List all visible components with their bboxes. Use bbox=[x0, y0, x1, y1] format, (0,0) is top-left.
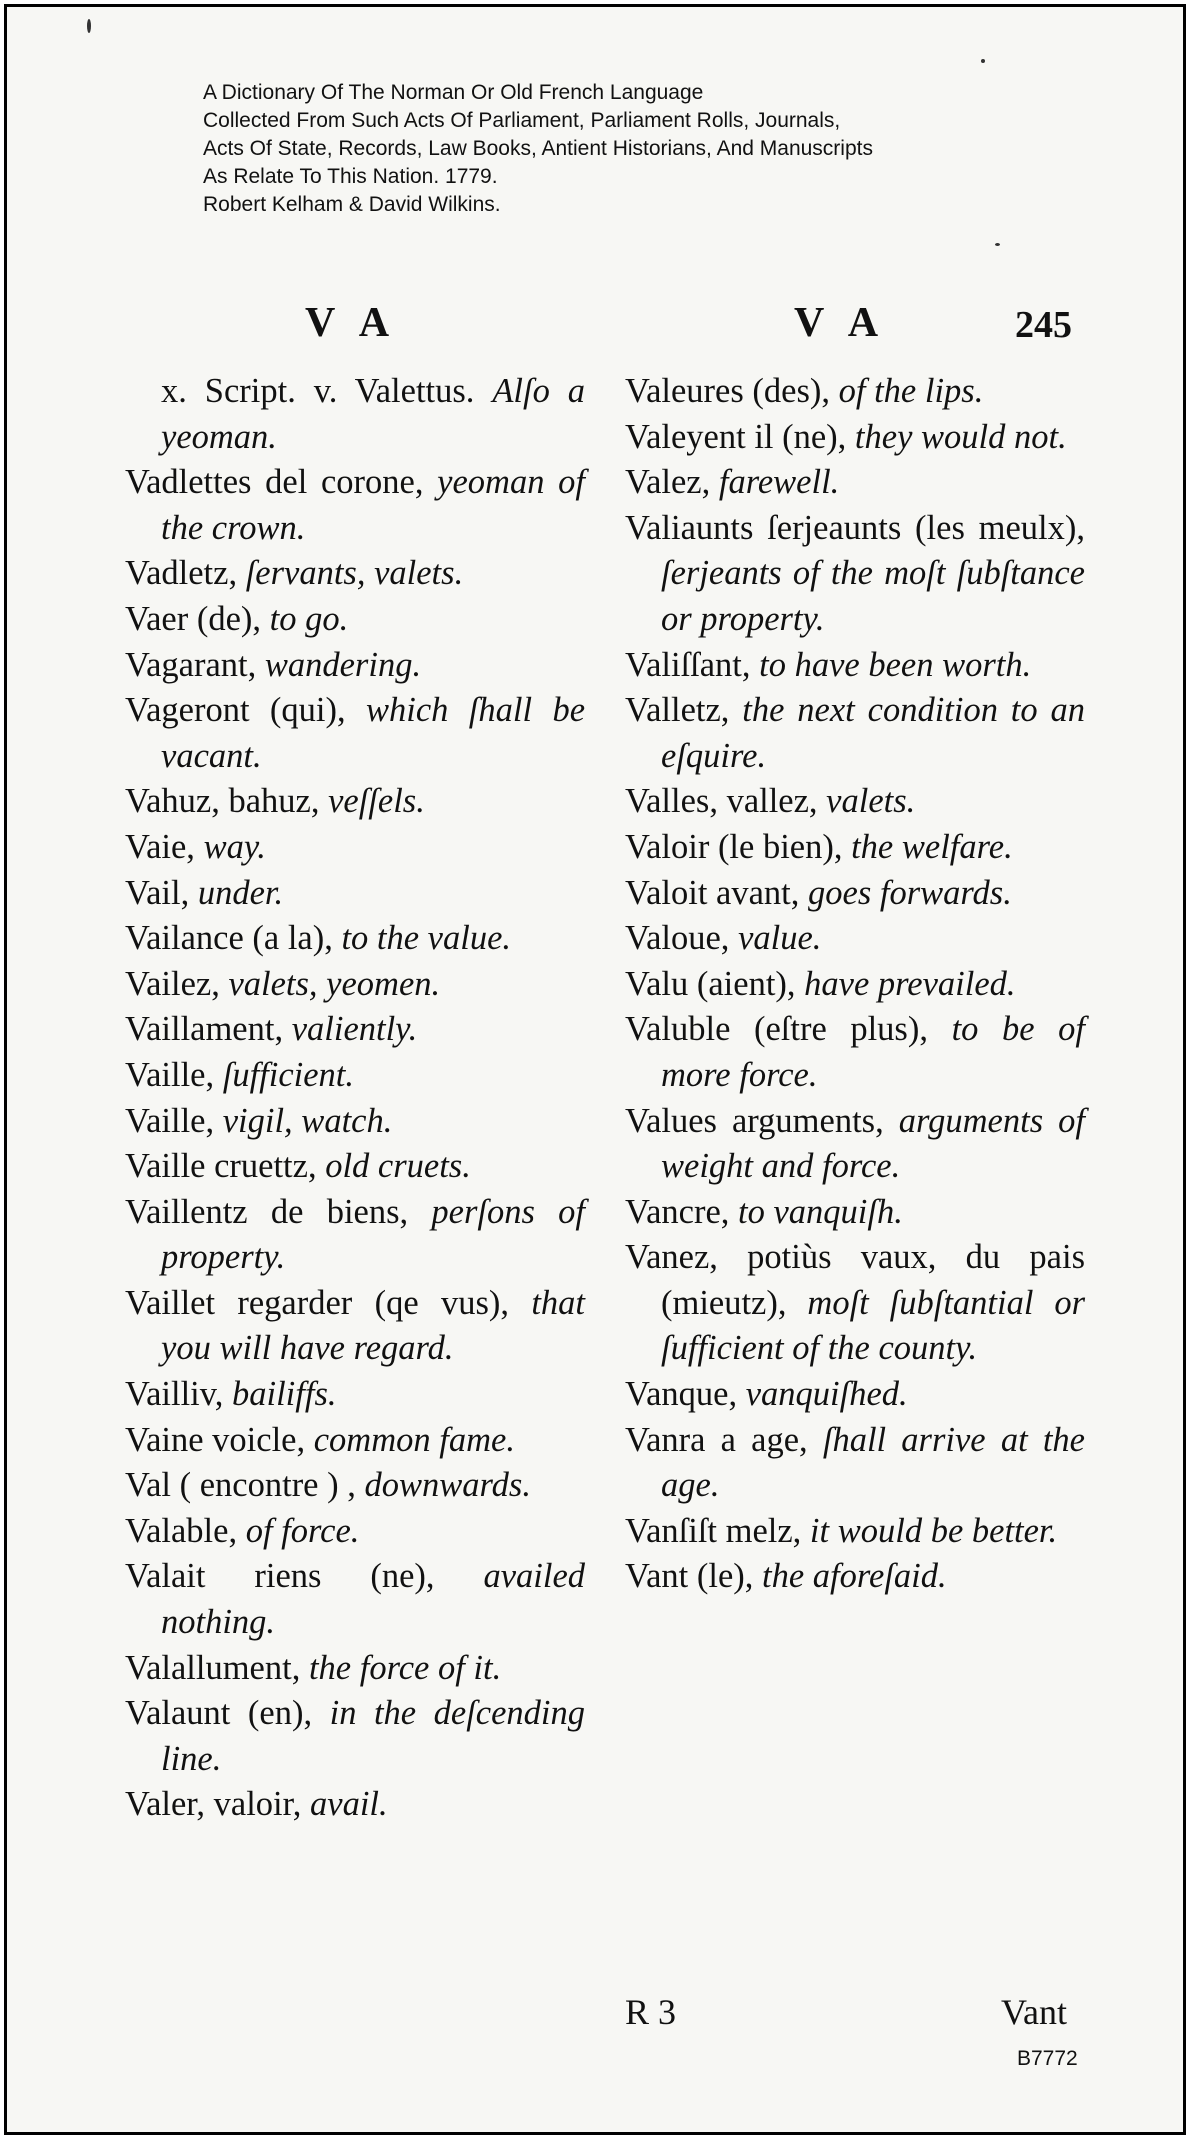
entry-definition: value. bbox=[738, 919, 822, 958]
dictionary-entry bbox=[125, 1509, 585, 1555]
entry-definition: valiently. bbox=[291, 1010, 418, 1049]
print-speck bbox=[87, 19, 91, 33]
entry-definition: wandering. bbox=[264, 645, 422, 684]
plate-id: B7772 bbox=[1017, 2047, 1078, 2070]
dictionary-entry bbox=[125, 1782, 585, 1828]
dictionary-entry bbox=[125, 597, 585, 643]
entry-term: Vancre, bbox=[625, 1192, 730, 1231]
right-column bbox=[625, 369, 1085, 1600]
entry-term: Vaillentz de biens, bbox=[125, 1192, 409, 1231]
dictionary-entry bbox=[125, 825, 585, 871]
entry-term: Vanra a age, bbox=[625, 1420, 808, 1459]
entry-term: Vanez, potiùs vaux, du pais (mieutz), bbox=[625, 1238, 1085, 1322]
caption-line: Collected From Such Acts Of Parliament, Parliament Rolls, Journals, bbox=[203, 109, 841, 132]
entry-definition: the next condition to an eſquire. bbox=[661, 691, 1086, 775]
entry-term: Valles, vallez, bbox=[625, 782, 818, 821]
entry-term: Valoit avant, bbox=[625, 873, 800, 912]
dictionary-entry bbox=[125, 779, 585, 825]
dictionary-entry bbox=[125, 1099, 585, 1145]
entry-definition: to the value. bbox=[341, 919, 512, 958]
entry-definition: in the deſcending line. bbox=[161, 1694, 585, 1778]
entry-term: Vailance (a la), bbox=[125, 919, 333, 958]
entry-term: Vant (le), bbox=[625, 1557, 754, 1596]
entry-term: Valiſſant, bbox=[625, 645, 751, 684]
entry-term: Vaille, bbox=[125, 1101, 215, 1140]
entry-definition: bailiffs. bbox=[232, 1375, 337, 1414]
entry-term: Vaille, bbox=[125, 1055, 215, 1094]
dictionary-entry bbox=[625, 825, 1085, 871]
dictionary-entry bbox=[625, 1190, 1085, 1236]
dictionary-entry bbox=[625, 779, 1085, 825]
entry-definition: the welfare. bbox=[851, 827, 1013, 866]
running-head-right: V A bbox=[794, 300, 887, 346]
dictionary-entry bbox=[125, 1463, 585, 1509]
dictionary-entry bbox=[625, 1554, 1085, 1600]
dictionary-entry bbox=[125, 369, 585, 460]
dictionary-entry bbox=[125, 1646, 585, 1692]
entry-term: Values arguments, bbox=[625, 1101, 884, 1140]
entry-definition: moſt ſubſtantial or ſufficient of the county. bbox=[661, 1283, 1086, 1368]
page-frame bbox=[4, 4, 1186, 2135]
entry-definition: ſerjeants of the moſt ſubſtance or property. bbox=[661, 554, 1085, 638]
dictionary-entry bbox=[625, 688, 1085, 779]
dictionary-entry bbox=[625, 643, 1085, 689]
dictionary-entry bbox=[625, 1509, 1085, 1555]
entry-definition: to vanquiſh. bbox=[738, 1192, 903, 1231]
entry-definition: common fame. bbox=[313, 1420, 515, 1459]
entry-definition: arguments of weight and force. bbox=[661, 1101, 1085, 1186]
entry-term: Vaine voicle, bbox=[125, 1420, 306, 1459]
entry-definition: downwards. bbox=[364, 1466, 531, 1505]
entry-term: Valuble (eſtre plus), bbox=[625, 1010, 928, 1049]
entry-term: Vahuz, bahuz, bbox=[125, 782, 320, 821]
dictionary-entry bbox=[125, 962, 585, 1008]
entry-term: Vadletz, bbox=[125, 554, 238, 593]
entry-term: Valiaunts ſerjeaunts (les meulx), bbox=[625, 508, 1085, 547]
entry-definition: have prevailed. bbox=[804, 964, 1016, 1003]
left-column bbox=[125, 369, 585, 1828]
dictionary-entry bbox=[625, 1007, 1085, 1098]
entry-term: Val ( encontre ) , bbox=[125, 1466, 356, 1505]
entry-definition: the force of it. bbox=[308, 1648, 502, 1687]
dictionary-entry bbox=[125, 551, 585, 597]
dictionary-entry bbox=[625, 506, 1085, 643]
dictionary-entry bbox=[625, 871, 1085, 917]
dictionary-entry bbox=[625, 1372, 1085, 1418]
dictionary-entry bbox=[625, 962, 1085, 1008]
dictionary-entry bbox=[625, 369, 1085, 415]
entry-definition: to go. bbox=[269, 599, 349, 638]
entry-term: Vaillet regarder (qe vus), bbox=[125, 1283, 510, 1322]
entry-definition: veſſels. bbox=[328, 782, 425, 821]
caption-line: A Dictionary Of The Norman Or Old French Language bbox=[203, 81, 704, 104]
entry-term: Vaie, bbox=[125, 827, 195, 866]
dictionary-entry bbox=[625, 916, 1085, 962]
dictionary-entry bbox=[125, 1144, 585, 1190]
entry-definition: valets, yeomen. bbox=[228, 964, 441, 1003]
dictionary-entry bbox=[125, 1053, 585, 1099]
caption-line: Acts Of State, Records, Law Books, Antient Historians, And Manuscripts bbox=[203, 137, 873, 160]
dictionary-entry bbox=[125, 1281, 585, 1372]
entry-term: Vailez, bbox=[125, 964, 220, 1003]
entry-definition: Alſo a yeoman. bbox=[161, 372, 585, 456]
entry-definition: which ſhall be vacant. bbox=[161, 691, 586, 775]
entry-term: Vanque, bbox=[625, 1375, 738, 1414]
entry-term: Valaunt (en), bbox=[125, 1694, 313, 1733]
entry-term: Vageront (qui), bbox=[125, 691, 346, 730]
entry-definition: ſervants, valets. bbox=[245, 554, 464, 593]
entry-definition: goes forwards. bbox=[808, 873, 1012, 912]
entry-term: Vagarant, bbox=[125, 645, 257, 684]
entry-term: Valallument, bbox=[125, 1648, 301, 1687]
signature-mark: R 3 bbox=[625, 1992, 677, 2032]
book-caption bbox=[203, 79, 873, 219]
dictionary-entry bbox=[125, 1372, 585, 1418]
entry-term: Valait riens (ne), bbox=[125, 1557, 435, 1596]
entry-definition: yeoman of the crown. bbox=[161, 463, 585, 547]
entry-term: Vaer (de), bbox=[125, 599, 261, 638]
dictionary-entry bbox=[125, 871, 585, 917]
entry-term: Valoir (le bien), bbox=[625, 827, 843, 866]
dictionary-entry bbox=[125, 1691, 585, 1782]
page-number: 245 bbox=[1015, 304, 1072, 346]
entry-term: Vadlettes del corone, bbox=[125, 463, 424, 502]
entry-definition: under. bbox=[197, 873, 284, 912]
dictionary-entry bbox=[125, 916, 585, 962]
dictionary-entry bbox=[625, 1418, 1085, 1509]
entry-definition: vigil, watch. bbox=[222, 1101, 393, 1140]
dictionary-entry bbox=[125, 1554, 585, 1645]
catchword: Vant bbox=[1001, 1992, 1067, 2032]
entry-term: Valoue, bbox=[625, 919, 730, 958]
entry-definition: avail. bbox=[310, 1785, 388, 1824]
dictionary-entry bbox=[125, 460, 585, 551]
entry-definition: farewell. bbox=[718, 463, 840, 502]
entry-definition: to have been worth. bbox=[759, 645, 1032, 684]
entry-definition: valets. bbox=[826, 782, 916, 821]
dictionary-entry bbox=[125, 688, 585, 779]
entry-definition: of the lips. bbox=[838, 372, 984, 410]
entry-term: Vaille cruettz, bbox=[125, 1147, 317, 1186]
entry-definition: perſons of property. bbox=[161, 1192, 585, 1277]
dictionary-entry bbox=[125, 1007, 585, 1053]
caption-line: Robert Kelham & David Wilkins. bbox=[203, 193, 501, 216]
entry-definition: the aforeſaid. bbox=[762, 1557, 947, 1596]
entry-term: Vailliv, bbox=[125, 1375, 224, 1414]
dictionary-entry bbox=[125, 643, 585, 689]
entry-term: Vail, bbox=[125, 873, 190, 912]
entry-definition: way. bbox=[203, 827, 266, 866]
entry-definition: that you will have regard. bbox=[161, 1283, 586, 1368]
entry-term: Valletz, bbox=[625, 691, 730, 730]
entry-term: Valeures (des), bbox=[625, 372, 830, 410]
entry-term: Vanſiſt melz, bbox=[625, 1511, 802, 1550]
dictionary-entry bbox=[625, 415, 1085, 461]
dictionary-entry bbox=[625, 1235, 1085, 1372]
entry-definition: of force. bbox=[245, 1511, 360, 1550]
caption-line: As Relate To This Nation. 1779. bbox=[203, 165, 498, 188]
print-speck bbox=[981, 59, 985, 63]
entry-term: Valu (aient), bbox=[625, 964, 796, 1003]
entry-definition: to be of more force. bbox=[661, 1010, 1085, 1094]
entry-definition: it would be better. bbox=[809, 1511, 1058, 1550]
entry-definition: availed nothing. bbox=[161, 1557, 586, 1642]
entry-term: Vaillament, bbox=[125, 1010, 284, 1049]
dictionary-entry bbox=[125, 1190, 585, 1281]
dictionary-entry bbox=[625, 460, 1085, 506]
entry-term: Valer, valoir, bbox=[125, 1785, 302, 1824]
running-head bbox=[7, 299, 1183, 359]
dictionary-entry bbox=[125, 1418, 585, 1464]
running-head-left: V A bbox=[305, 300, 398, 346]
entry-definition: ſhall arrive at the age. bbox=[661, 1420, 1085, 1505]
entry-term: Valeyent il (ne), bbox=[625, 417, 847, 456]
entry-definition: they would not. bbox=[854, 417, 1067, 456]
entry-term: Valable, bbox=[125, 1511, 238, 1550]
entry-term: x. Script. v. Valettus. bbox=[161, 372, 475, 410]
entry-definition: vanquiſhed. bbox=[745, 1375, 908, 1414]
entry-term: Valez, bbox=[625, 463, 711, 502]
print-speck bbox=[995, 243, 1000, 246]
entry-definition: ſufficient. bbox=[222, 1055, 354, 1094]
entry-definition: old cruets. bbox=[325, 1147, 471, 1186]
dictionary-entry bbox=[625, 1099, 1085, 1190]
